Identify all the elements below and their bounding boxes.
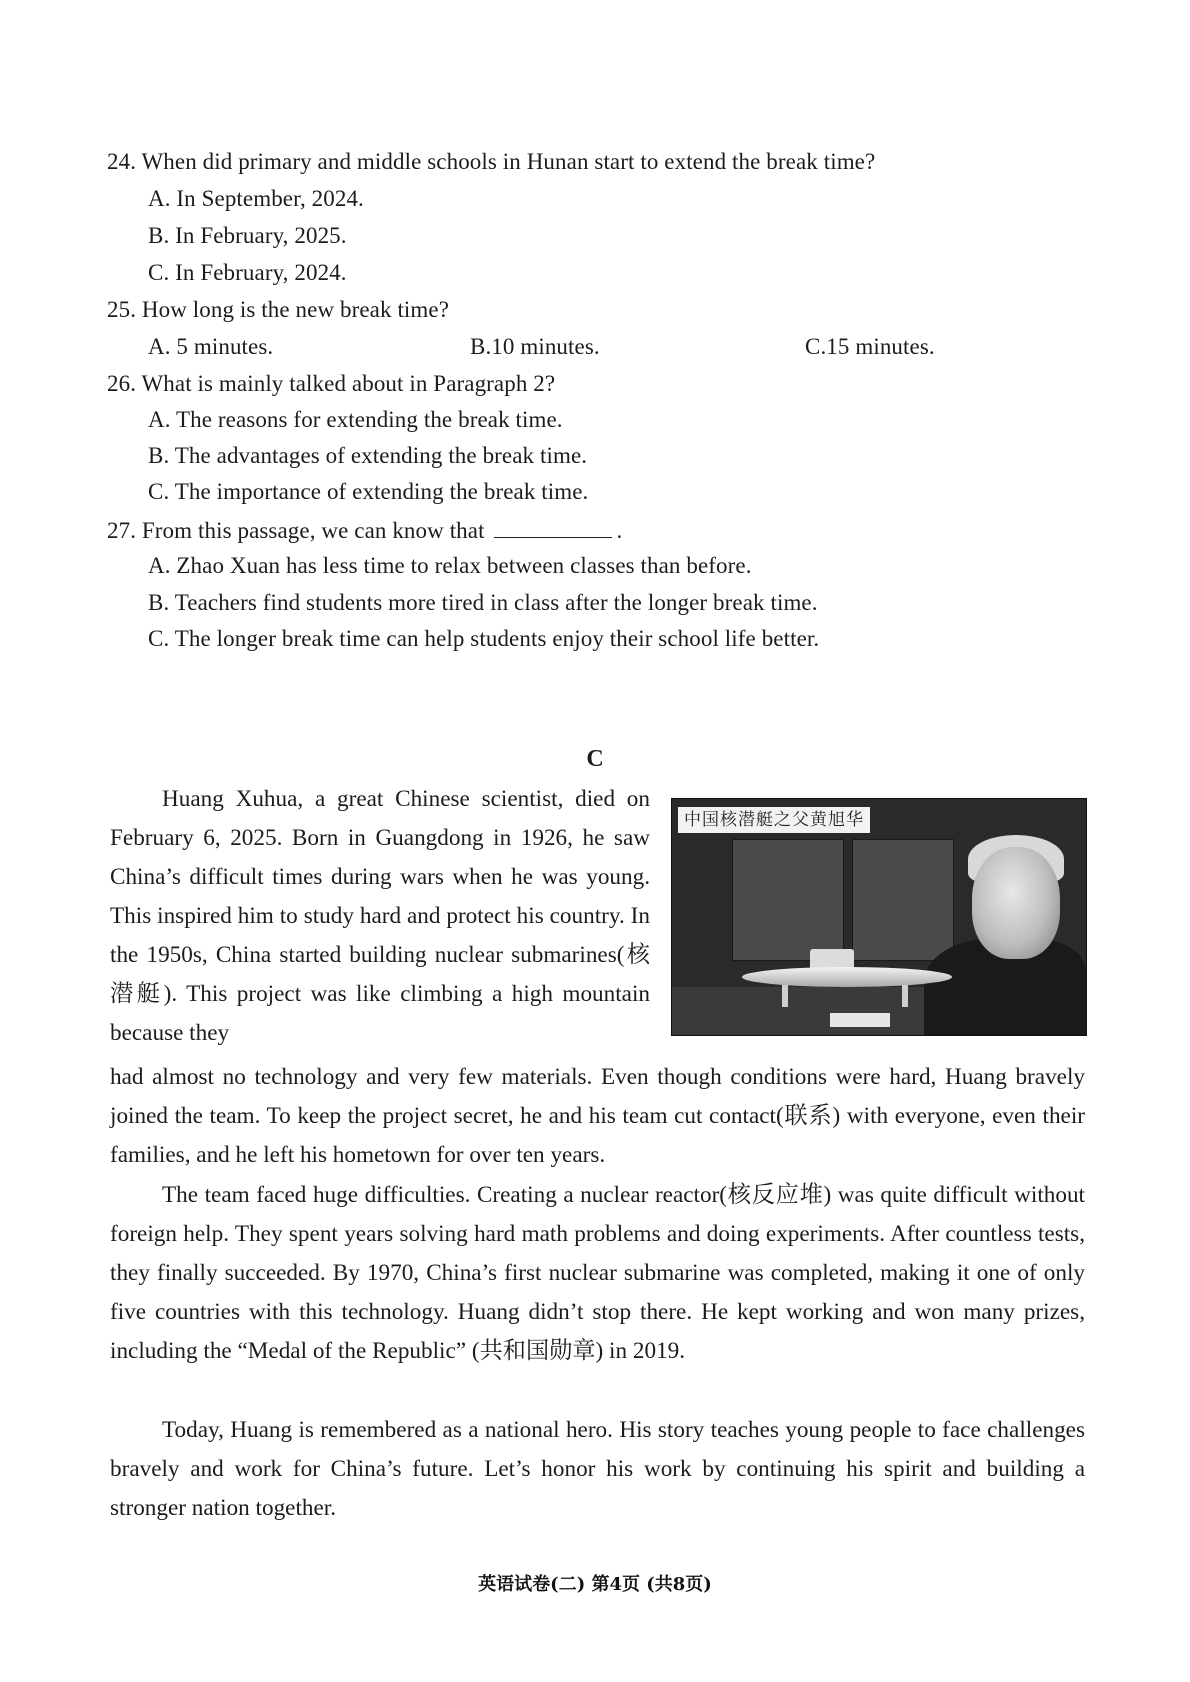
passage-paragraph-2: The team faced huge difficulties. Creating a nuclear reactor(核反应堆) was quite difficult without foreign help. They spent years solving hard math problems and doing experiments. After countless tests, they finally succeeded. By 1970, China’s first nuclear submarine was completed, making it one of only five countries with this technology. Huang didn’t stop there. He kept working and won many prizes, including the “Medal of the Republic” (共和国勋章) in 2019. (110, 1182, 1085, 1364)
question-24-option-c: C. In February, 2024. (148, 260, 347, 285)
question-25-option-c: C.15 minutes. (805, 334, 935, 359)
question-26-option-a: A. The reasons for extending the break time. (148, 407, 563, 432)
question-27-option-a: A. Zhao Xuan has less time to relax between classes than before. (148, 553, 752, 578)
question-24-option-b: B. In February, 2025. (148, 223, 347, 248)
question-25-option-b: B.10 minutes. (470, 334, 600, 359)
question-24-stem: 24. When did primary and middle schools in Hunan start to extend the break time? (107, 149, 876, 174)
person-face-shape (972, 847, 1060, 959)
question-27-option-b: B. Teachers find students more tired in class after the longer break time. (148, 590, 818, 615)
passage-paragraph-1: Huang Xuhua, a great Chinese scientist, died on February 6, 2025. Born in Guangdong in 1926, he saw China’s difficult times during wars when he was young. This inspired him to study hard and protect his country. In the 1950s, China started building nuclear submarines(核潜艇). This project was like climbing a high mountain because they (110, 786, 650, 1046)
question-25-stem: 25. How long is the new break time? (107, 297, 450, 322)
question-27-stem-text: 27. From this passage, we can know that (107, 518, 485, 543)
nameplate-shape (830, 1013, 890, 1027)
bookshelf-shape (732, 839, 844, 961)
question-26-option-b: B. The advantages of extending the break time. (148, 443, 588, 468)
question-26-stem: 26. What is mainly talked about in Paragraph 2? (107, 371, 556, 396)
question-24-option-a: A. In September, 2024. (148, 186, 364, 211)
question-26-option-c: C. The importance of extending the break time. (148, 479, 589, 504)
section-heading: C (586, 746, 604, 772)
model-stand-shape (902, 985, 908, 1007)
question-27-stem-end: . (616, 518, 623, 543)
page-footer: 英语试卷(二) 第4页 (共8页) (478, 1574, 712, 1595)
model-stand-shape (782, 985, 788, 1007)
passage-paragraph-3: Today, Huang is remembered as a national hero. His story teaches young people to face challenges bravely and work for China’s future. Let’s honor his work by continuing his spirit and building a stronger nation together. (110, 1417, 1085, 1521)
question-27-stem (107, 515, 622, 545)
photo-huang-xuhua (671, 798, 1087, 1036)
bookshelf-shape (852, 839, 954, 961)
answer-blank (494, 515, 612, 538)
submarine-model-shape (742, 967, 952, 987)
photo-caption: 中国核潜艇之父黄旭华 (678, 807, 870, 833)
question-25-option-a: A. 5 minutes. (148, 334, 274, 359)
question-27-option-c: C. The longer break time can help students enjoy their school life better. (148, 626, 820, 651)
passage-paragraph-1-continued: had almost no technology and very few materials. Even though conditions were hard, Huang bravely joined the team. To keep the project secret, he and his team cut contact(联系) with everyone, even their families, and he left his hometown for over ten years. (110, 1064, 1085, 1168)
